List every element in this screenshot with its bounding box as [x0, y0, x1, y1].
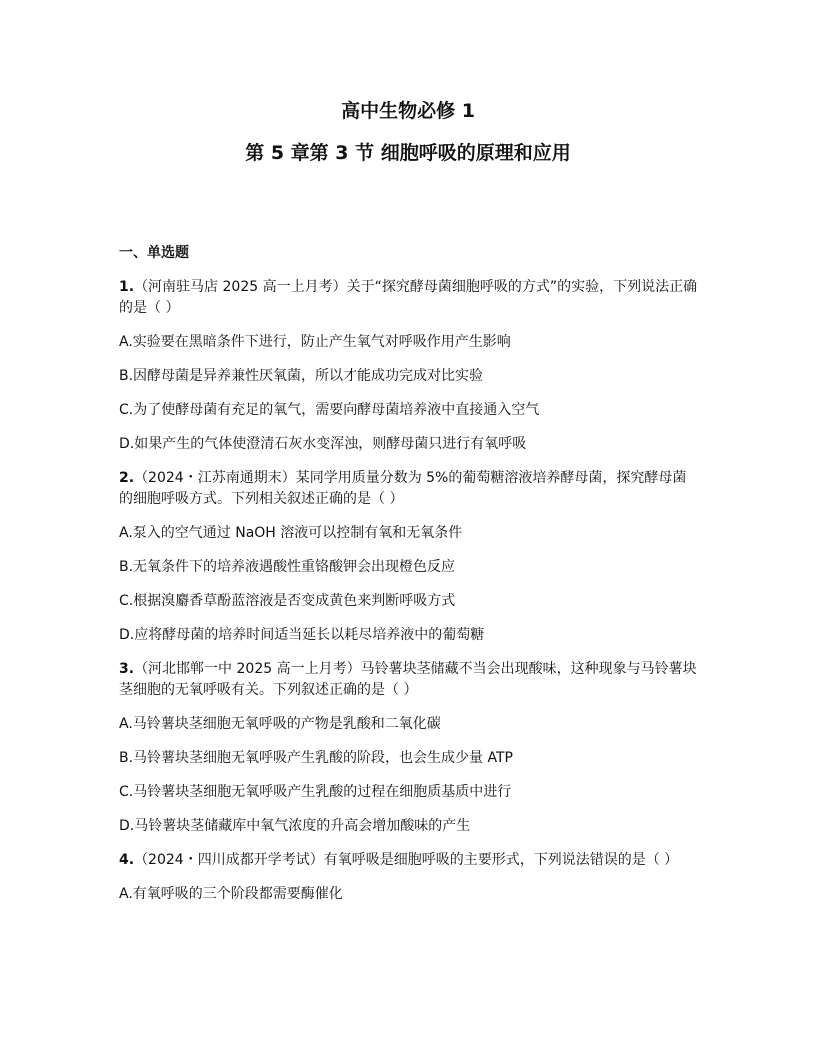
- option-c: C.根据溴麝香草酚蓝溶液是否变成黄色来判断呼吸方式: [119, 593, 456, 609]
- question-number: 2.: [119, 470, 135, 486]
- question-1: [119, 277, 699, 454]
- question-4: [119, 850, 699, 904]
- option-a: A.有氧呼吸的三个阶段都需要酶催化: [119, 886, 343, 902]
- title-block: [0, 97, 816, 167]
- option-b: B.无氧条件下的培养液遇酸性重铬酸钾会出现橙色反应: [119, 559, 456, 575]
- question-text: （2024・江苏南通期末）某同学用质量分数为 5%的葡萄糖溶液培养酵母菌，探究酵母菌的细胞呼吸方式。下列相关叙述正确的是（ ）: [119, 470, 687, 507]
- question-stem: [119, 659, 699, 701]
- option-b: B.马铃薯块茎细胞无氧呼吸产生乳酸的阶段，也会生成少量 ATP: [119, 750, 513, 766]
- question-number: 4.: [119, 852, 135, 868]
- question-number: 1.: [119, 279, 135, 295]
- question-text: （2024・四川成都开学考试）有氧呼吸是细胞呼吸的主要形式，下列说法错误的是（ ）: [134, 852, 679, 868]
- question-text: （河南驻马店 2025 高一上月考）关于“探究酵母菌细胞呼吸的方式”的实验，下列说法正确的是（ ）: [119, 279, 698, 316]
- question-list: [119, 243, 699, 918]
- option-b: B.因酵母菌是异养兼性厌氧菌，所以才能成功完成对比实验: [119, 368, 484, 384]
- option-d: D.如果产生的气体使澄清石灰水变浑浊，则酵母菌只进行有氧呼吸: [119, 436, 527, 452]
- question-stem: [119, 277, 699, 319]
- option-a: A.马铃薯块茎细胞无氧呼吸的产物是乳酸和二氧化碳: [119, 716, 441, 732]
- question-stem: [119, 468, 699, 510]
- question-text: （河北邯郸一中 2025 高一上月考）马铃薯块茎储藏不当会出现酸味，这种现象与马铃薯块茎细胞的无氧呼吸有关。下列叙述正确的是（ ）: [119, 661, 697, 698]
- option-a: A.实验要在黑暗条件下进行，防止产生氧气对呼吸作用产生影响: [119, 334, 511, 350]
- question-number: 3.: [119, 661, 135, 677]
- option-c: C.为了使酵母菌有充足的氧气，需要向酵母菌培养液中直接通入空气: [119, 402, 540, 418]
- question-stem: [119, 850, 699, 871]
- option-d: D.应将酵母菌的培养时间适当延长以耗尽培养液中的葡萄糖: [119, 627, 485, 643]
- option-d: D.马铃薯块茎储藏库中氧气浓度的升高会增加酸味的产生: [119, 818, 471, 834]
- question-2: [119, 468, 699, 645]
- document-subtitle: 第 5 章第 3 节 细胞呼吸的原理和应用: [245, 142, 571, 164]
- option-c: C.马铃薯块茎细胞无氧呼吸产生乳酸的过程在细胞质基质中进行: [119, 784, 512, 800]
- section-heading: 一、单选题: [119, 245, 189, 261]
- question-3: [119, 659, 699, 836]
- document-title: 高中生物必修 1: [341, 100, 475, 122]
- option-a: A.泵入的空气通过 NaOH 溶液可以控制有氧和无氧条件: [119, 525, 463, 541]
